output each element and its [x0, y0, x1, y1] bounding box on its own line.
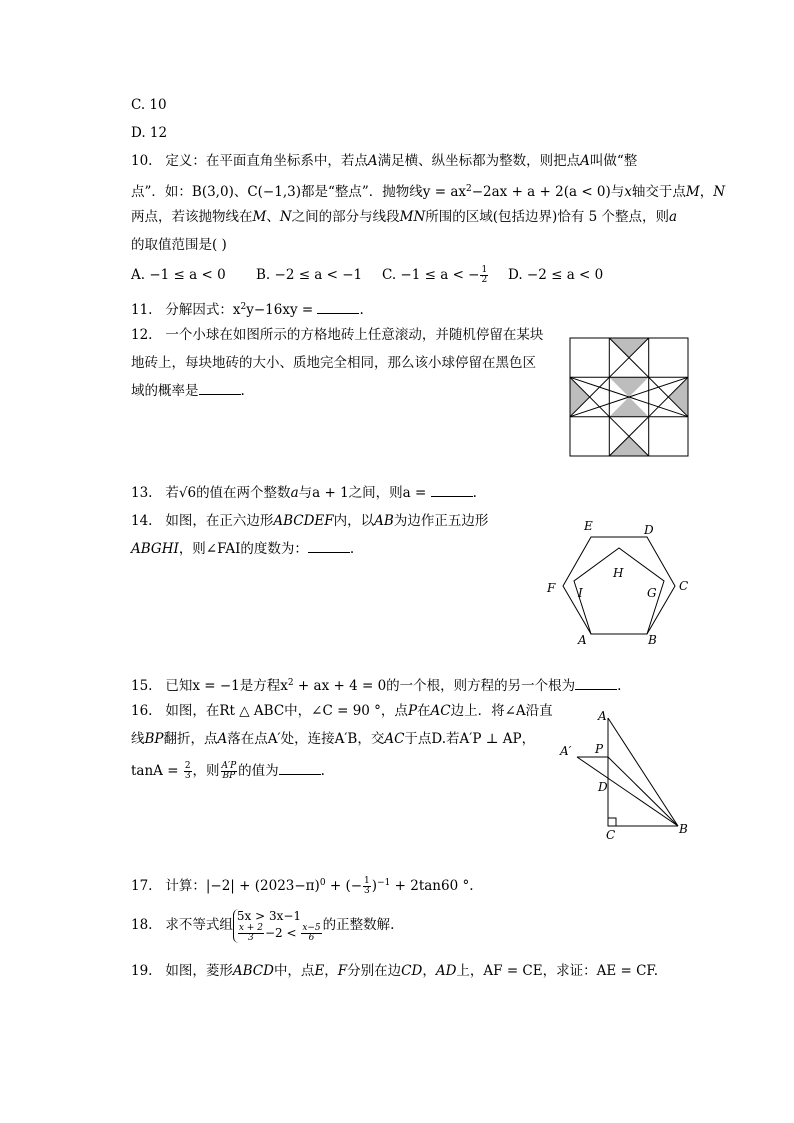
q16-label-a: A — [598, 709, 607, 723]
q12-shaded-tile — [609, 436, 648, 456]
q10-line4: 的取值范围是( ) — [131, 237, 227, 253]
q16-triangle-figure — [555, 708, 700, 843]
q10-option-c: C. −1 ≤ a < − $\frac{1}{2}$ — [382, 265, 488, 285]
q16-label-p: P — [595, 742, 604, 756]
q13-line: 13. 若√6的值在两个整数a与a + 1之间，则a = . — [131, 485, 477, 501]
q12-shaded-tile — [609, 377, 648, 397]
q10-option-d: D. −2 ≤ a < 0 — [508, 267, 604, 283]
q19-line: 19. 如图，菱形ABCD中，点E，F分别在边CD，AD上，AF = CE，求证：AE = CF. — [131, 963, 658, 979]
q14-label-f: F — [547, 581, 556, 595]
q14-label-i: I — [578, 586, 583, 600]
q12-shaded-tile — [609, 397, 648, 417]
q14-label-b: B — [648, 633, 657, 647]
q12-answer-blank — [199, 382, 241, 395]
q15-answer-blank — [575, 677, 617, 690]
q12-line2: 地砖上，每块地砖的大小、质地完全相同，那么该小球停留在黑色区 — [131, 355, 536, 371]
q15-line: 15. 已知x = −1是方程$x^2$ + ax + 4 = 0的一个根，则方程的另一个根为 . — [131, 678, 622, 694]
q10-option-b: B. −2 ≤ a < −1 — [256, 267, 363, 283]
q16-answer-blank — [279, 762, 321, 775]
q12-tile-grid-figure — [570, 338, 688, 456]
q14-line2: ABGHI，则∠FAI的度数为： . — [131, 541, 355, 557]
q16-label-d: D — [598, 780, 608, 794]
q18-inequality-system: 5x > 3x−1 $\frac{x + 2}{3}$ −2 < $\frac{x-5}{6}$ — [233, 909, 323, 943]
q10-option-a: A. −1 ≤ a < 0 — [131, 267, 226, 283]
q14-label-c: C — [679, 579, 689, 593]
q14-label-a: A — [578, 633, 587, 647]
q11-line: 11. 分解因式：$x^2y-16xy$ = . — [131, 302, 364, 318]
q17-line: 17. 计算：$|-2| + (2023-\pi)^0$ + (− $\frac{1}{3}$ )$^{-1}$ + 2tan60 °. — [131, 876, 474, 896]
q16-line3: tanA = $\frac{2}{3}$ ，则 $\frac{A'P}{BP}$ 的值为 . — [131, 761, 325, 781]
q9-option-d: D. 12 — [131, 125, 168, 141]
q16-label-a-prime: A′ — [560, 744, 572, 758]
q12-line1: 12. 一个小球在如图所示的方格地砖上任意滚动，并随机停留在某块 — [131, 327, 544, 343]
q12-shaded-tile — [609, 338, 648, 358]
q10-line1: 10. 定义：在平面直角坐标系中，若点A满足横、纵坐标都为整数，则把点A叫做“整 — [131, 153, 638, 169]
q16-line1: 16. 如图，在Rt △ ABC中，∠C = 90 °，点P在AC边上．将∠A沿直 — [131, 703, 553, 719]
q16-label-b: B — [679, 822, 688, 836]
q14-hexagon-figure — [540, 520, 700, 650]
q9-option-c: C. 10 — [131, 97, 167, 113]
q13-answer-blank — [431, 484, 473, 497]
q14-label-d: D — [644, 523, 654, 537]
q16-line2: 线BP翻折，点A落在点A′处，连接A′B，交AC于点D.若A′P ⊥ AP， — [131, 731, 536, 747]
q14-label-h: H — [613, 566, 624, 580]
q14-line1: 14. 如图，在正六边形ABCDEF内，以AB为边作正五边形 — [131, 513, 489, 529]
q18-line: 18. 求不等式组 5x > 3x−1 $\frac{x + 2}{3}$ −2 < $\frac{x-5}{6}$ 的正整数解. — [131, 908, 395, 943]
q14-label-g: G — [647, 586, 657, 600]
q16-label-c: C — [606, 828, 616, 842]
q12-line3: 域的概率是 . — [131, 383, 245, 399]
q14-answer-blank — [308, 540, 350, 553]
q10-line2: 点”．如：B(3,0)、C(−1,3)都是“整点”．抛物线$y = ax^2-2ax + a + 2(a < 0)$与x轴交于点M，N — [131, 184, 726, 200]
q14-label-e: E — [584, 519, 593, 533]
q10-line3: 两点，若该抛物线在M、N之间的部分与线段MN所围的区域(包括边界)恰有 5 个整点，则a — [131, 209, 678, 225]
q11-answer-blank — [317, 301, 359, 314]
